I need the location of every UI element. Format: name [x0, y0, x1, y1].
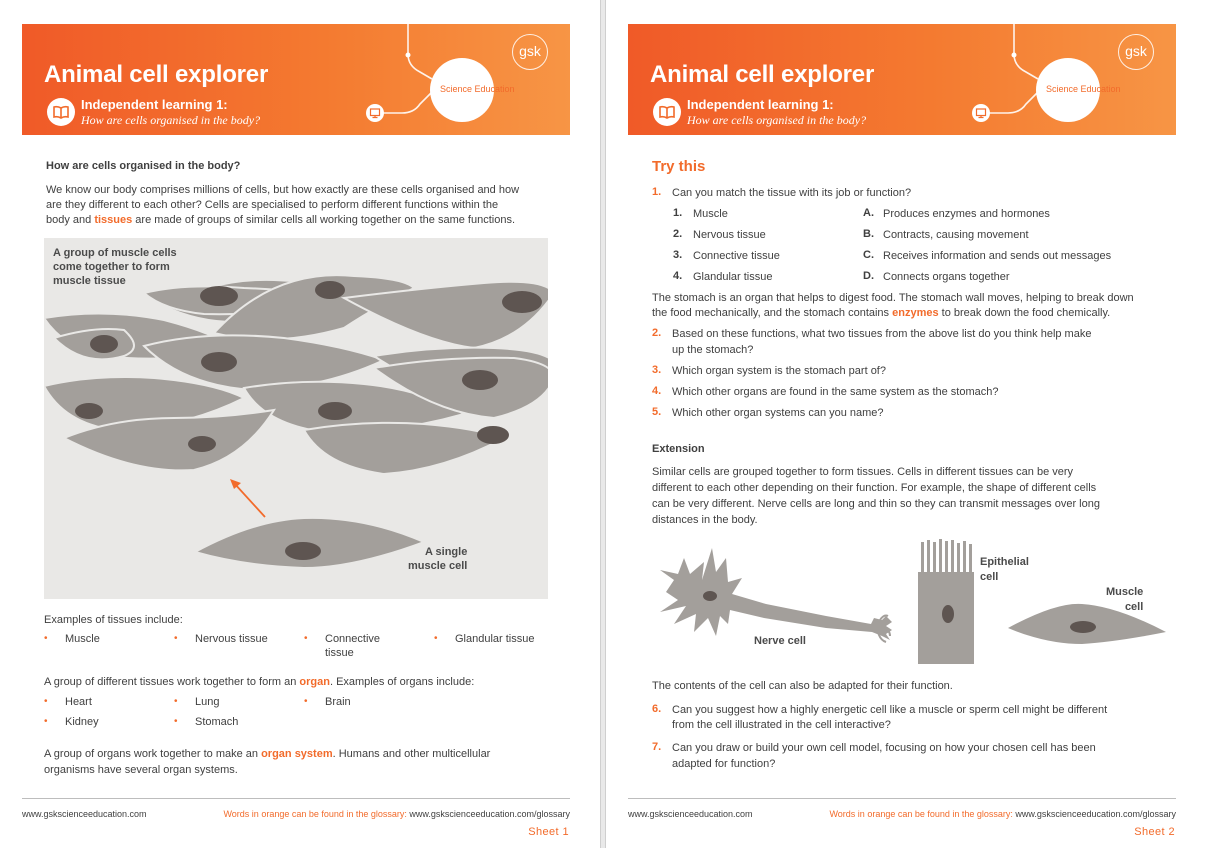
science-education-text: Science Education [440, 84, 515, 94]
footer-url[interactable]: www.gskscienceeducation.com [628, 809, 753, 819]
glossary-term-enzymes[interactable]: enzymes [892, 307, 939, 319]
question-5: Which other organ systems can you name? [672, 407, 884, 419]
subtitle-line2: How are cells organised in the body? [81, 113, 261, 127]
tissue-item-muscle: Muscle [65, 633, 100, 645]
organ-item-brain: Brain [325, 696, 351, 708]
book-icon [47, 98, 75, 126]
label-muscle-cell: Muscle cell [1106, 586, 1144, 613]
function-option-c: Receives information and sends out messages [883, 250, 1112, 262]
organ-system-sentence: A group of organs work together to make an organ system. Humans and other multicellular [44, 748, 491, 760]
header-banner [628, 24, 1176, 135]
intro-line-3: body and tissues are made of groups of similar cells all working together on the same functions. [46, 214, 515, 226]
function-letter: A. [863, 207, 874, 219]
header-banner [22, 24, 570, 135]
tissue-option-nervous: Nervous tissue [693, 229, 766, 241]
question-2-line1: Based on these functions, what two tissues from the above list do you think help make [672, 328, 1092, 340]
nerve-cell-drawing [660, 548, 892, 640]
question-7-line2: adapted for function? [672, 758, 776, 770]
function-letter: C. [863, 249, 874, 261]
question-4: Which other organs are found in the same system as the stomach? [672, 386, 999, 398]
organ-item-stomach: Stomach [195, 716, 239, 728]
organ-sentence: A group of different tissues work together to form an organ. Examples of organs include: [44, 676, 475, 688]
book-icon [653, 98, 681, 126]
glossary-term-tissues[interactable]: tissues [94, 214, 133, 226]
subtitle-line2: How are cells organised in the body? [687, 113, 867, 127]
tissue-item-nervous: Nervous tissue [195, 633, 268, 645]
question-7-line1: Can you draw or build your own cell model, focusing on how your chosen cell has been [672, 742, 1096, 754]
stomach-paragraph-line2: the food mechanically, and the stomach contains enzymes to break down the food chemically. [652, 307, 1111, 319]
function-option-d: Connects organs together [883, 271, 1010, 283]
footer-url[interactable]: www.gskscienceeducation.com [22, 809, 147, 819]
question-number-4: 4. [652, 385, 662, 397]
tissue-number: 2. [673, 228, 683, 240]
extension-line-3: can be very different. Nerve cells are long and thin so they can transmit messages over long [652, 498, 1100, 510]
question-6-line1: Can you suggest how a highly energetic cell like a muscle or sperm cell might be different [672, 704, 1108, 716]
bullet-icon: • [174, 696, 178, 707]
footer-divider [22, 798, 570, 799]
sheet-number: Sheet 1 [528, 826, 569, 838]
sheet-number: Sheet 2 [1134, 826, 1175, 838]
organ-system-line2: organisms have several organ systems. [44, 764, 238, 776]
bullet-icon: • [304, 633, 308, 644]
cell-types-illustration [646, 532, 1166, 672]
bullet-icon: • [434, 633, 438, 644]
tissue-number: 3. [673, 249, 683, 261]
footer-glossary: Words in orange can be found in the glossary: www.gskscienceeducation.com/glossary [829, 809, 1176, 819]
intro-line-2: are they different to each other? Cells are specialised to perform different functions within the [46, 199, 499, 211]
muscle-tissue-illustration [44, 238, 548, 599]
label-group-muscle-cells: A group of muscle cells come together to form muscle tissue [53, 247, 177, 287]
gsk-logo: gsk [1118, 34, 1154, 70]
label-single-muscle-cell: A single muscle cell [408, 546, 468, 572]
organ-item-heart: Heart [65, 696, 92, 708]
question-number-5: 5. [652, 406, 662, 418]
subtitle-line1: Independent learning 1: [81, 97, 228, 112]
tissue-option-glandular: Glandular tissue [693, 271, 773, 283]
epithelial-cell-drawing [918, 539, 974, 664]
question-number-6: 6. [652, 703, 662, 715]
bullet-icon: • [44, 716, 48, 727]
extension-line-2: different to each other depending on their function. For example, the shape of different cells [652, 482, 1097, 494]
subtitle-line1: Independent learning 1: [687, 97, 834, 112]
function-letter: B. [863, 228, 874, 240]
question-number-2: 2. [652, 327, 662, 339]
extension-line-4: distances in the body. [652, 514, 758, 526]
organ-item-lung: Lung [195, 696, 220, 708]
tissue-number: 4. [673, 270, 683, 282]
bullet-icon: • [44, 696, 48, 707]
function-option-b: Contracts, causing movement [883, 229, 1029, 241]
section-heading: How are cells organised in the body? [46, 160, 241, 172]
science-education-text: Science Education [1046, 84, 1121, 94]
page-title: Animal cell explorer [44, 61, 269, 88]
tissue-number: 1. [673, 207, 683, 219]
tissue-item-connective: Connective [325, 633, 381, 645]
intro-line-1: We know our body comprises millions of cells, but how exactly are these cells organised and how [46, 184, 520, 196]
bullet-icon: • [44, 633, 48, 644]
tissue-option-muscle: Muscle [693, 208, 728, 220]
stomach-paragraph-line1: The stomach is an organ that helps to digest food. The stomach wall moves, helping to break down [652, 292, 1134, 304]
gsk-logo: gsk [512, 34, 548, 70]
bullet-icon: • [174, 716, 178, 727]
question-number-7: 7. [652, 741, 662, 753]
function-letter: D. [863, 270, 874, 282]
contents-sentence: The contents of the cell can also be adapted for their function. [652, 680, 953, 692]
bullet-icon: • [174, 633, 178, 644]
glossary-link[interactable]: www.gskscienceeducation.com/glossary [409, 809, 570, 819]
organ-item-kidney: Kidney [65, 716, 99, 728]
question-number-3: 3. [652, 364, 662, 376]
screen-icon [366, 104, 384, 122]
try-this-heading: Try this [652, 158, 706, 175]
footer-glossary: Words in orange can be found in the glossary: www.gskscienceeducation.com/glossary [223, 809, 570, 819]
sheet-2-page [606, 0, 1206, 848]
question-number-1: 1. [652, 186, 662, 198]
tissue-item-connective-line2: tissue [325, 647, 354, 659]
footer-divider [628, 798, 1176, 799]
extension-heading: Extension [652, 443, 705, 455]
page-title: Animal cell explorer [650, 61, 875, 88]
question-2-line2: up the stomach? [672, 344, 754, 356]
label-epithelial-cell: Epithelial cell [980, 556, 1029, 583]
tissue-item-glandular: Glandular tissue [455, 633, 535, 645]
glossary-term-organ-system[interactable]: organ system [261, 748, 333, 760]
question-1: Can you match the tissue with its job or function? [672, 187, 912, 199]
label-nerve-cell: Nerve cell [754, 635, 806, 647]
question-3: Which organ system is the stomach part of? [672, 365, 886, 377]
tissue-option-connective: Connective tissue [693, 250, 780, 262]
screen-icon [972, 104, 990, 122]
question-6-line2: from the cell illustrated in the cell interactive? [672, 719, 891, 731]
bullet-icon: • [304, 696, 308, 707]
glossary-link[interactable]: www.gskscienceeducation.com/glossary [1015, 809, 1176, 819]
glossary-term-organ[interactable]: organ [299, 676, 330, 688]
function-option-a: Produces enzymes and hormones [883, 208, 1050, 220]
sheet-1-page [0, 0, 600, 848]
tissues-intro: Examples of tissues include: [44, 614, 183, 626]
extension-line-1: Similar cells are grouped together to form tissues. Cells in different tissues can be very [652, 466, 1074, 478]
